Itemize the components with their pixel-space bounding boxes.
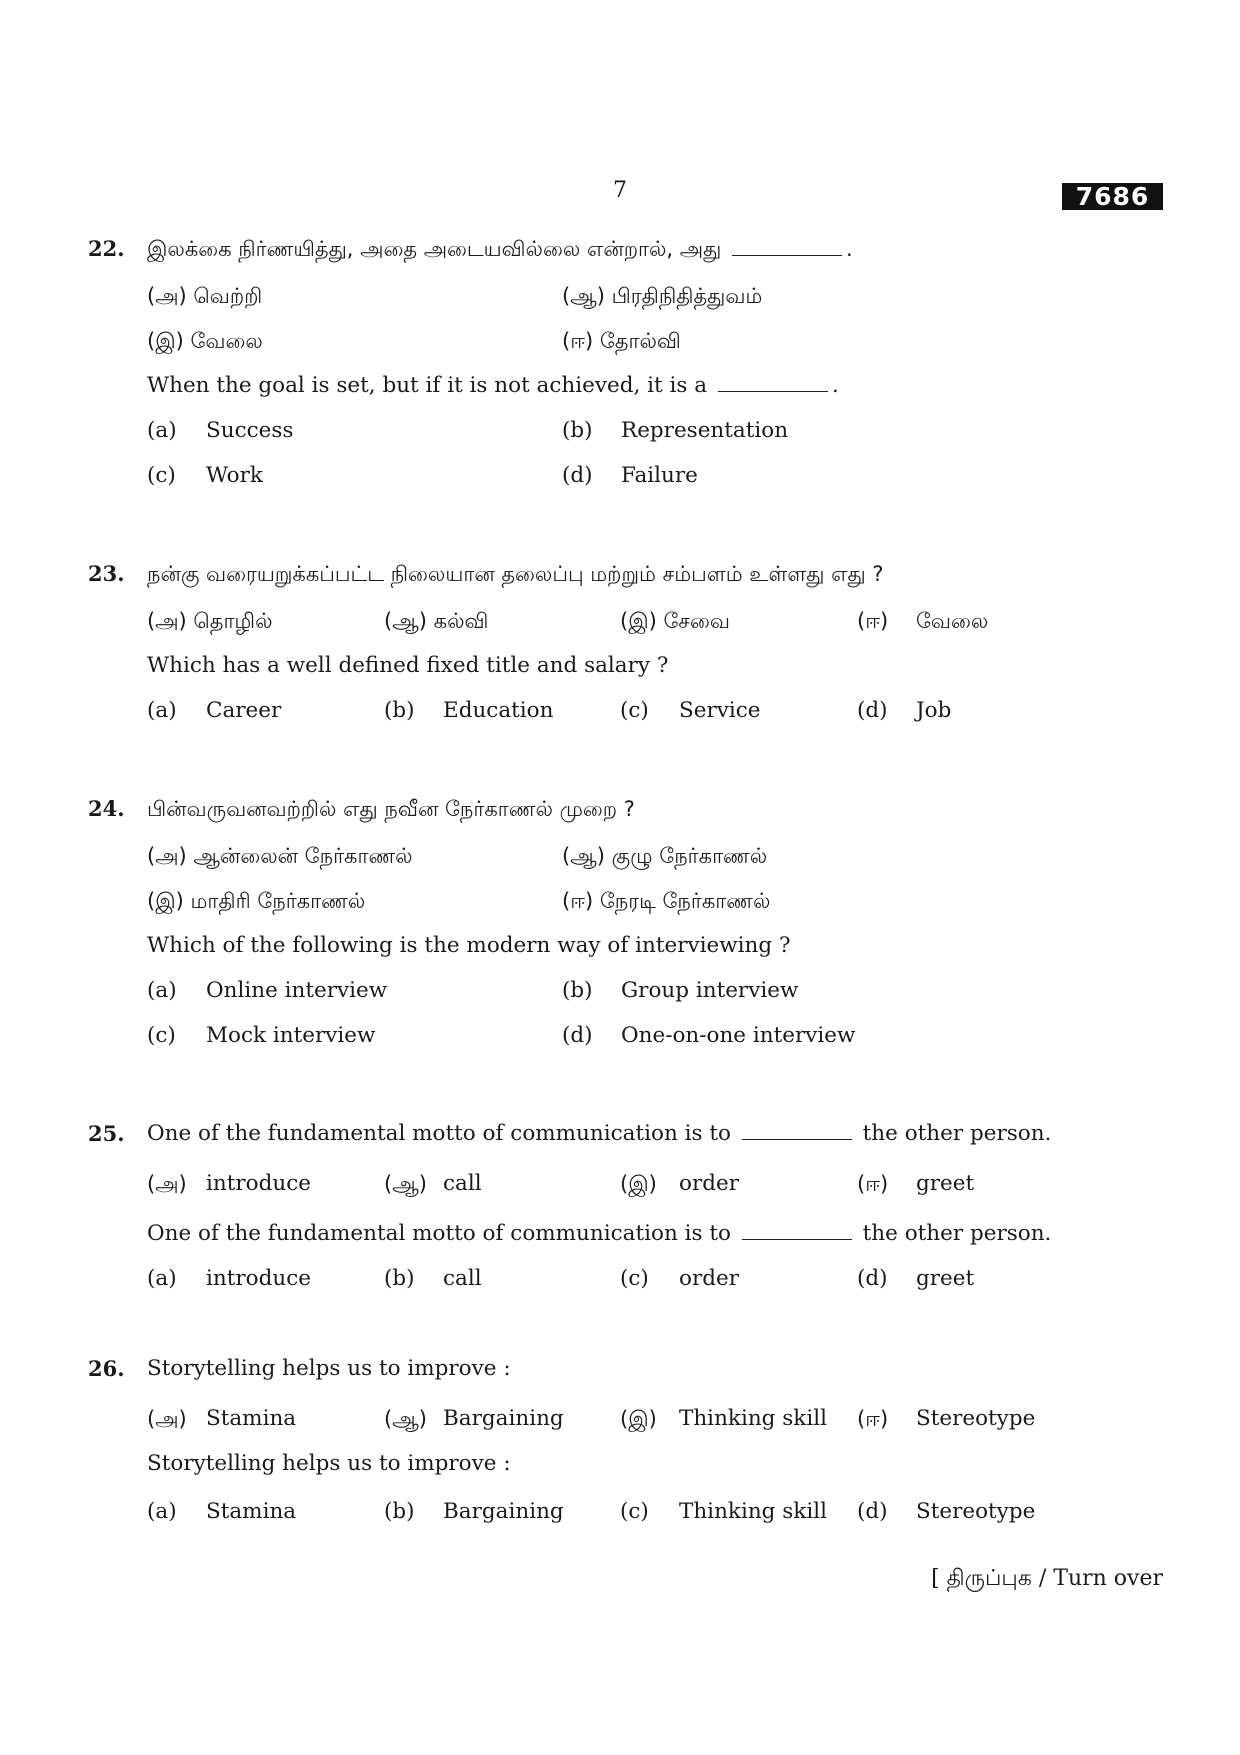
- option-tamil-3[interactable]: (இ) சேவை: [620, 609, 731, 633]
- option-english-d[interactable]: (d) Job: [857, 698, 952, 723]
- question-stem-english: Which of the following is the modern way of interviewing ?: [147, 933, 791, 958]
- question-stem-english: When the goal is set, but if it is not achieved, it is a .: [147, 373, 839, 398]
- option-tamil-1[interactable]: (அ) introduce: [147, 1171, 311, 1196]
- answer-blank: [718, 371, 828, 392]
- question-number: 24.: [88, 796, 125, 821]
- answer-blank: [742, 1119, 852, 1140]
- option-tamil-3[interactable]: (இ) order: [620, 1171, 739, 1196]
- option-english-b[interactable]: (b) call: [384, 1266, 482, 1291]
- answer-blank: [732, 235, 842, 256]
- option-tamil-3[interactable]: (இ) Thinking skill: [620, 1406, 827, 1431]
- option-english-a[interactable]: (a) introduce: [147, 1266, 311, 1291]
- option-english-b[interactable]: (b) Group interview: [562, 978, 799, 1003]
- question-number: 23.: [88, 561, 125, 586]
- option-tamil-2[interactable]: (ஆ) கல்வி: [384, 609, 489, 633]
- question-stem-english: Which has a well defined fixed title and salary ?: [147, 653, 669, 678]
- option-english-c[interactable]: (c) order: [620, 1266, 739, 1291]
- option-tamil-1[interactable]: (அ) ஆன்லைன் நேர்காணல்: [147, 844, 413, 868]
- option-tamil-2[interactable]: (ஆ) குழு நேர்காணல்: [562, 844, 768, 868]
- turn-over-note: [ திருப்புக / Turn over: [931, 1566, 1163, 1591]
- option-tamil-4[interactable]: (ஈ) நேரடி நேர்காணல்: [562, 889, 771, 913]
- option-english-b[interactable]: (b) Representation: [562, 418, 789, 443]
- question-stem-tamil: பின்வருவனவற்றில் எது நவீன நேர்காணல் முறை ?: [147, 797, 635, 821]
- option-english-d[interactable]: (d) Stereotype: [857, 1499, 1036, 1524]
- option-tamil-1[interactable]: (அ) தொழில்: [147, 609, 273, 633]
- question-stem-tamil: One of the fundamental motto of communication is to the other person.: [147, 1121, 1052, 1146]
- answer-blank: [742, 1219, 852, 1240]
- option-english-b[interactable]: (b) Education: [384, 698, 554, 723]
- option-english-a[interactable]: (a) Stamina: [147, 1499, 297, 1524]
- option-tamil-4[interactable]: (ஈ) வேலை: [857, 609, 989, 633]
- question-number: 25.: [88, 1121, 125, 1146]
- option-tamil-3[interactable]: (இ) மாதிரி நேர்காணல்: [147, 889, 366, 913]
- option-english-b[interactable]: (b) Bargaining: [384, 1499, 564, 1524]
- option-english-d[interactable]: (d) One-on-one interview: [562, 1023, 856, 1048]
- option-tamil-2[interactable]: (ஆ) Bargaining: [384, 1406, 564, 1431]
- option-tamil-1[interactable]: (அ) Stamina: [147, 1406, 297, 1431]
- question-stem-tamil: இலக்கை நிர்ணயித்து, அதை அடையவில்லை என்றால், அது .: [147, 237, 853, 261]
- option-tamil-2[interactable]: (ஆ) call: [384, 1171, 482, 1196]
- question-stem-tamil: நன்கு வரையறுக்கப்பட்ட நிலையான தலைப்பு மற்றும் சம்பளம் உள்ளது எது ?: [147, 562, 884, 586]
- option-english-d[interactable]: (d) Failure: [562, 463, 698, 488]
- option-tamil-3[interactable]: (இ) வேலை: [147, 329, 263, 353]
- option-english-c[interactable]: (c) Work: [147, 463, 263, 488]
- question-stem-tamil: Storytelling helps us to improve :: [147, 1356, 511, 1381]
- option-tamil-4[interactable]: (ஈ) Stereotype: [857, 1406, 1036, 1431]
- question-number: 26.: [88, 1356, 125, 1381]
- paper-code-badge: 7686: [1062, 183, 1163, 210]
- question-stem-english: Storytelling helps us to improve :: [147, 1451, 511, 1476]
- option-tamil-4[interactable]: (ஈ) தோல்வி: [562, 329, 681, 353]
- page-number: 7: [613, 178, 627, 203]
- option-english-c[interactable]: (c) Thinking skill: [620, 1499, 827, 1524]
- option-english-a[interactable]: (a) Online interview: [147, 978, 388, 1003]
- option-tamil-2[interactable]: (ஆ) பிரதிநிதித்துவம்: [562, 284, 763, 308]
- question-number: 22.: [88, 236, 125, 261]
- question-stem-english: One of the fundamental motto of communication is to the other person.: [147, 1221, 1052, 1246]
- option-english-c[interactable]: (c) Service: [620, 698, 761, 723]
- option-english-c[interactable]: (c) Mock interview: [147, 1023, 376, 1048]
- option-tamil-4[interactable]: (ஈ) greet: [857, 1171, 975, 1196]
- option-tamil-1[interactable]: (அ) வெற்றி: [147, 284, 263, 308]
- option-english-d[interactable]: (d) greet: [857, 1266, 975, 1291]
- option-english-a[interactable]: (a) Success: [147, 418, 294, 443]
- option-english-a[interactable]: (a) Career: [147, 698, 282, 723]
